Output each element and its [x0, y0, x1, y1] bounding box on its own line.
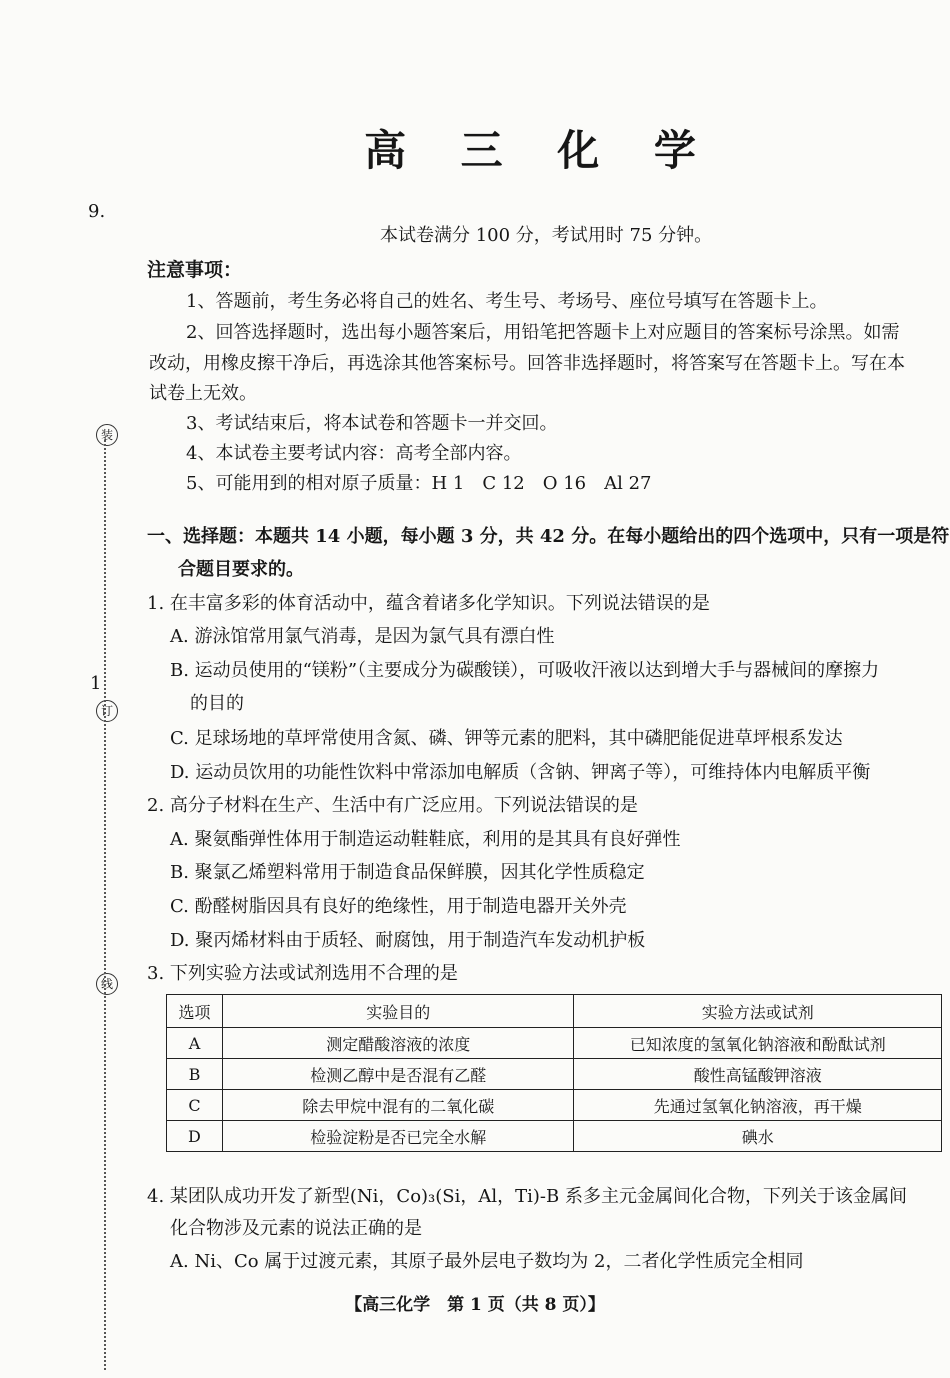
binding-mark-3: 线 — [96, 973, 118, 995]
q1-stem: 1. 在丰富多彩的体育活动中，蕴含着诸多化学知识。下列说法错误的是 — [147, 593, 710, 614]
margin-number-mid: 1 — [90, 673, 102, 694]
notice-item-1: 1、答题前，考生务必将自己的姓名、考生号、考场号、座位号填写在答题卡上。 — [186, 291, 828, 312]
q1-option-b-cont: 的目的 — [190, 693, 244, 714]
notice-item-5: 5、可能用到的相对原子质量：H 1 C 12 O 16 Al 27 — [186, 473, 652, 494]
q1-option-c: C. 足球场地的草坪常使用含氮、磷、钾等元素的肥料，其中磷肥能促进草坪根系发达 — [170, 728, 843, 749]
table-header-cell: 实验目的 — [222, 995, 574, 1028]
notice-item-2-line-3: 试卷上无效。 — [149, 383, 257, 404]
table-row — [167, 1090, 942, 1121]
table-header-cell: 实验方法或试剂 — [574, 995, 942, 1028]
experiment-table — [166, 994, 942, 1152]
q2-option-c: C. 酚醛树脂因具有良好的绝缘性，用于制造电器开关外壳 — [170, 896, 627, 917]
table-row — [167, 1121, 942, 1152]
table-cell: 除去甲烷中混有的二氧化碳 — [222, 1090, 574, 1121]
table-row — [167, 1059, 942, 1090]
page-footer: 【高三化学 第 1 页（共 8 页）】 — [345, 1295, 605, 1315]
q2-option-a: A. 聚氨酯弹性体用于制造运动鞋鞋底，利用的是其具有良好弹性 — [170, 829, 681, 850]
section-heading-cont: 合题目要求的。 — [178, 559, 304, 580]
table-cell: C — [167, 1090, 223, 1121]
q2-stem: 2. 高分子材料在生产、生活中有广泛应用。下列说法错误的是 — [147, 795, 638, 816]
binding-dotted-line — [104, 440, 106, 1370]
table-cell: 已知浓度的氢氧化钠溶液和酚酞试剂 — [574, 1028, 942, 1059]
q3-stem: 3. 下列实验方法或试剂选用不合理的是 — [147, 963, 458, 984]
binding-mark-2: 订 — [96, 700, 118, 722]
q4-stem-cont: 化合物涉及元素的说法正确的是 — [170, 1218, 422, 1239]
notice-item-3: 3、考试结束后，将本试卷和答题卡一并交回。 — [186, 413, 558, 434]
q1-option-a: A. 游泳馆常用氯气消毒，是因为氯气具有漂白性 — [170, 626, 555, 647]
q4-option-a: A. Ni、Co 属于过渡元素，其原子最外层电子数均为 2，二者化学性质完全相同 — [170, 1251, 804, 1272]
table-header-row — [167, 995, 942, 1028]
table-row — [167, 1028, 942, 1059]
q1-option-b: B. 运动员使用的“镁粉”（主要成分为碳酸镁），可吸收汗液以达到增大手与器械间的摩擦力 — [170, 660, 880, 681]
table-header-cell: 选项 — [167, 995, 223, 1028]
table-cell: 检验淀粉是否已完全水解 — [222, 1121, 574, 1152]
exam-info: 本试卷满分 100 分，考试用时 75 分钟。 — [380, 225, 713, 246]
q4-stem: 4. 某团队成功开发了新型(Ni，Co)₃(Si，Al，Ti)-B 系多主元金属间化合物，下列关于该金属间 — [147, 1186, 907, 1207]
notice-item-2-line-1: 2、回答选择题时，选出每小题答案后，用铅笔把答题卡上对应题目的答案标号涂黑。如需 — [186, 322, 900, 343]
notice-heading: 注意事项： — [147, 259, 243, 281]
margin-number-top: 9. — [88, 201, 106, 222]
q2-option-d: D. 聚丙烯材料由于质轻、耐腐蚀，用于制造汽车发动机护板 — [170, 930, 646, 951]
table-cell: B — [167, 1059, 223, 1090]
notice-item-2-line-2: 改动，用橡皮擦干净后，再选涂其他答案标号。回答非选择题时，将答案写在答题卡上。写在本 — [149, 353, 905, 374]
notice-item-4: 4、本试卷主要考试内容：高考全部内容。 — [186, 443, 522, 464]
q2-option-b: B. 聚氯乙烯塑料常用于制造食品保鲜膜，因其化学性质稳定 — [170, 862, 645, 883]
table-cell: A — [167, 1028, 223, 1059]
table-cell: D — [167, 1121, 223, 1152]
table-cell: 先通过氢氧化钠溶液，再干燥 — [574, 1090, 942, 1121]
table-cell: 碘水 — [574, 1121, 942, 1152]
table-cell: 酸性高锰酸钾溶液 — [574, 1059, 942, 1090]
table-cell: 测定醋酸溶液的浓度 — [222, 1028, 574, 1059]
q1-option-d: D. 运动员饮用的功能性饮料中常添加电解质（含钠、钾离子等），可维持体内电解质平衡 — [170, 762, 871, 783]
binding-mark-1: 装 — [96, 424, 118, 446]
table-cell: 检测乙醇中是否混有乙醛 — [222, 1059, 574, 1090]
page-title: 高 三 化 学 — [364, 126, 716, 175]
section-heading: 一、选择题：本题共 14 小题，每小题 3 分，共 42 分。在每小题给出的四个选项中，只有一项是符 — [147, 526, 950, 547]
